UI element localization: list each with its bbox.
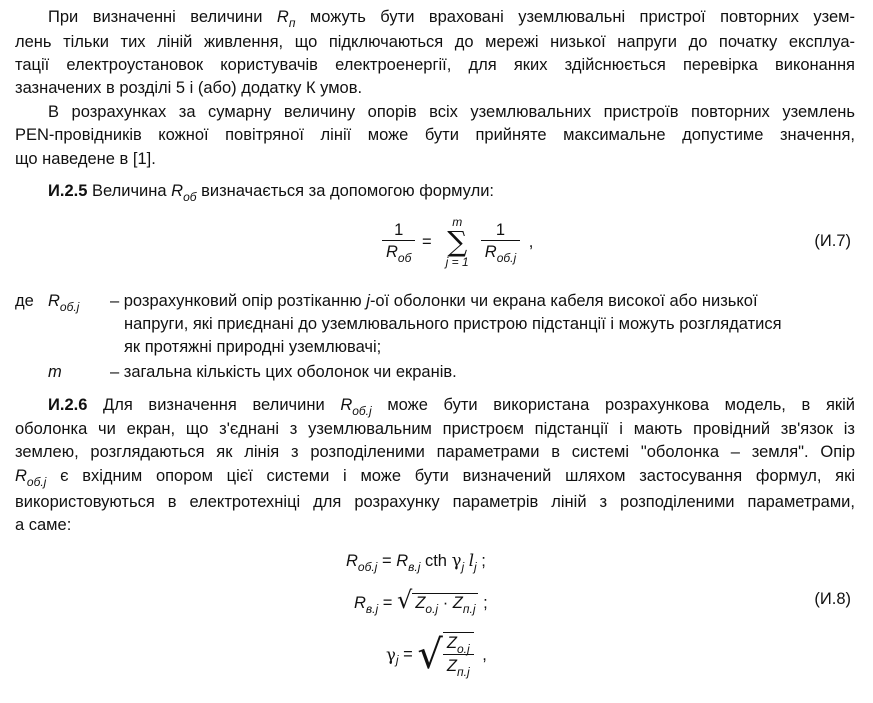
where-term1-line2: напруги, які приєднані до уземлювального пристрою підстанції і можуть розглядатися xyxy=(124,315,782,333)
equation-8-label: (И.8) xyxy=(814,590,851,608)
equation-7-label: (И.7) xyxy=(814,232,851,250)
para1-line4: зазначених в розділі 5 і (або) додатку К умов. xyxy=(15,79,363,97)
section-2-6-line2: оболонка чи екран, що з'єднані з уземлювальним пристроєм підстанції і мають провідний зв'язок із xyxy=(15,420,855,438)
where-term2-var: m xyxy=(48,363,62,381)
para1-line3: тації електроустановок користувачів електроенергії, для яких здійснюється перевірка виконання xyxy=(15,56,855,74)
section-2-6-line6: а саме: xyxy=(15,516,72,534)
equation-8-formula-3: $\gamma_j$ = √ $\frac{Z_{о.j}}{Z_{п.j}}$ , xyxy=(386,632,487,679)
where-de: де xyxy=(15,292,34,310)
eq7-sum: m ∑ j = 1 xyxy=(445,215,469,269)
section-2-6-line3: землею, розглядаються як лінія з розподіленими параметрами в системі "оболонка – земля". Опір xyxy=(15,443,855,461)
para1-line1: При визначенні величини $R_п$ можуть бути враховані уземлювальні пристрої повторних узем- xyxy=(48,8,855,30)
where-term1-line3: як протяжні природні уземлювачі; xyxy=(124,338,382,356)
para2-line2: PEN-провідників кожної повітряної лінії може бути прийняте максимальне допустиме значення, xyxy=(15,126,855,144)
para1-line2: лень тільки тих ліній живлення, що підключаються до мережі низької напруги до початку експлуа- xyxy=(15,33,855,51)
section-2-6-line4: $R_{об.j}$ є вхідним опором цієї системи і може бути визначений шляхом застосування формул, які xyxy=(15,467,855,489)
section-2-6-line5: використовуються в електротехніці для розрахунку параметрів ліній з розподіленими параметрами, xyxy=(15,493,855,511)
where-term2-text: – загальна кількість цих оболонок чи екранів. xyxy=(110,363,457,381)
equation-7: $\frac{1}{R_{об}}$ = m ∑ j = 1 $\frac{1}{R_{об.j}}$ , xyxy=(382,216,533,268)
eq7-left-fraction: $\frac{1}{R_{об}}$ xyxy=(382,220,415,264)
equation-8-formula-2: $R_{в.j}$ = √ $Z_{о.j} \cdot Z_{п.j}$ ; xyxy=(354,586,488,616)
para2-line3: що наведене в [1]. xyxy=(15,150,156,168)
section-2-6-line1: И.2.6 Для визначення величини $R_{об.j}$ може бути використана розрахункова модель, в якій xyxy=(48,396,855,418)
eq7-right-fraction: $\frac{1}{R_{об.j}}$ xyxy=(481,220,520,264)
section-2-5-heading: И.2.5 Величина $R_{об}$ визначається за допомогою формули: xyxy=(48,182,494,204)
where-term1-var: $R_{об.j}$ xyxy=(48,292,80,314)
para2-line1: В розрахунках за сумарну величину опорів всіх уземлювальних пристроїв повторних уземлень xyxy=(48,103,855,121)
equation-8-formula-1: $R_{об.j} = R_{в.j}$ cth $\gamma_j$ $l_j$ ; xyxy=(346,551,486,574)
where-term1-line1: – розрахунковий опір розтіканню j-ої оболонки чи екрана кабеля високої або низької xyxy=(110,292,758,310)
